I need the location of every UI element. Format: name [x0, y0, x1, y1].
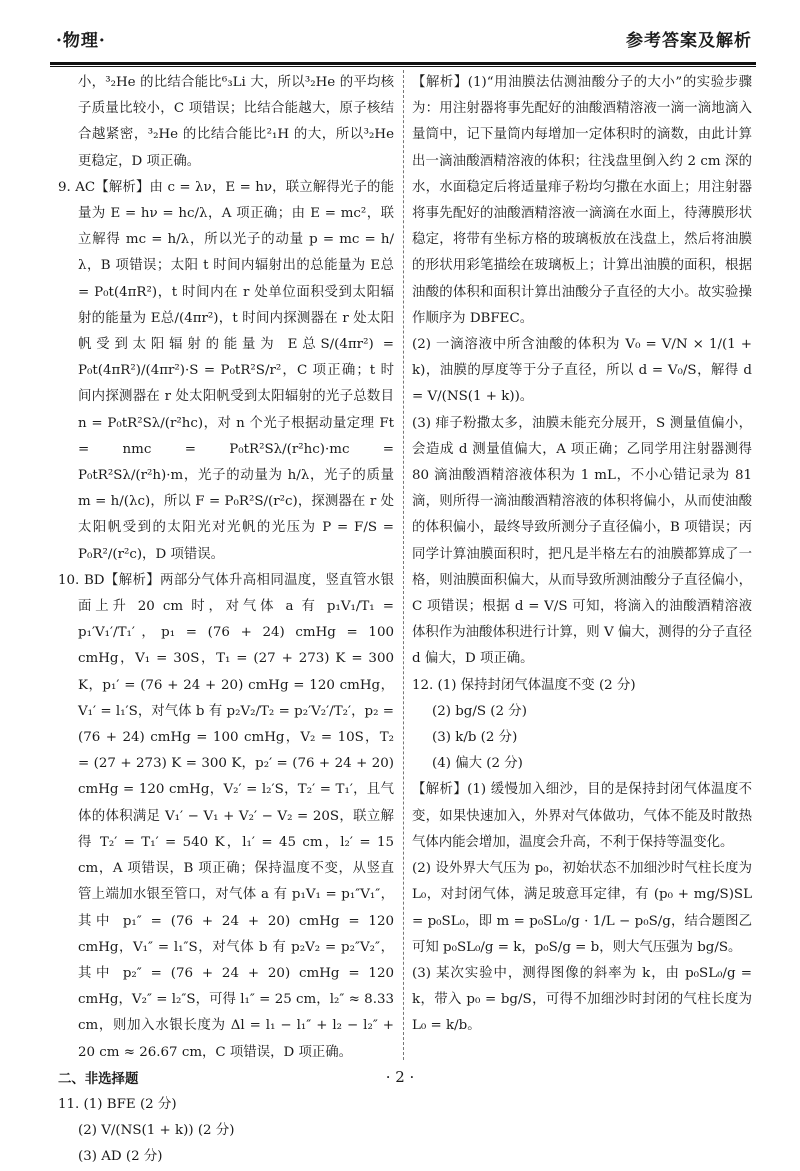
column-divider: [403, 70, 404, 1060]
header-rule: [50, 62, 756, 65]
header-rule-thin: [50, 66, 756, 67]
q12-part4: (4) 偏大 (2 分): [432, 756, 523, 772]
left-column: [58, 70, 394, 1171]
section-heading: 二、非选择题: [58, 1070, 139, 1087]
header-subject: ·物理·: [56, 31, 106, 51]
q11-part3: (3) AD (2 分): [78, 1149, 163, 1165]
q12-analysis-3: (3) 某次实验中，测得图像的斜率为 k，由 p₀SL₀/g = k，带入 p₀ = bg/S，可得不加细沙时封闭的气柱长度为 L₀ = k/b。: [412, 965, 752, 1034]
q12-part1: 12. (1) 保持封闭气体温度不变 (2 分): [412, 677, 636, 693]
q10-answer: 10. BD【解析】两部分气体升高相同温度，竖直管水银面上升 20 cm 时，对气体 a 有 p₁V₁/T₁ = p₁′V₁′/T₁′，p₁ = (76 + 24) cmHg = 100 cmHg，V₁ = 30S，T₁ = (27 + 273) K = 300 K，p₁′ = (76 + 24 + 20) cmHg = 120 cmHg，V₁′ = l₁′S，对气体 b 有 p₂V₂/T₂ = p₂′V₂′/T₂′，p₂ = (76 + 24) cmHg = 100 cmHg，V₂ = 10S，T₂ = (27 + 273) K = 300 K，p₂′ = (76 + 24 + 20) cmHg = 120 cmHg，V₂′ = l₂′S，T₂′ = T₁′，且气体的体积满足 V₁′ − V₁ + V₂′ − V₂ = 20S，联立解得 T₂′ = T₁′ = 540 K，l₁′ = 45 cm，l₂′ = 15 cm，A 项错误，B 项正确；保持温度不变，从竖直管上端加水银至管口，对气体 a 有 p₁V₁ = p₁″V₁″，其中 p₁″ = (76 + 24 + 20) cmHg = 120 cmHg，V₁″ = l₁″S，对气体 b 有 p₂V₂ = p₂″V₂″，其中 p₂″ = (76 + 24 + 20) cmHg = 120 cmHg，V₂″ = l₂″S，可得 l₁″ = 25 cm，l₂″ ≈ 8.33 cm，则加入水银长度为 Δl = l₁ − l₁″ + l₂ − l₂″ + 20 cm ≈ 26.67 cm，C 项错误，D 项正确。: [58, 572, 394, 1060]
q11-part1: 11. (1) BFE (2 分): [58, 1096, 177, 1112]
q12-part2: (2) bg/S (2 分): [432, 703, 527, 719]
header-section: 参考答案及解析: [626, 31, 752, 51]
q11-part2: (2) V/(NS(1 + k)) (2 分): [78, 1123, 235, 1139]
q12-analysis-1: 【解析】(1) 缓慢加入细沙，目的是保持封闭气体温度不变，如果快速加入，外界对气体做功，气体不能及时散热气体内能会增加，温度会升高，不利于保持等温变化。: [412, 782, 752, 850]
q8-continuation: 小，³₂He 的比结合能比⁶₃Li 大，所以³₂He 的平均核子质量比较小，C 项错误；比结合能越大，原子核结合越紧密，³₂He 的比结合能比²₁H 的大，所以³₂He 更稳定，D 项正确。: [78, 75, 394, 169]
q9-answer: 9. AC【解析】由 c = λν，E = hν，联立解得光子的能量为 E = hν = hc/λ，A 项正确；由 E = mc²，联立解得 mc = h/λ，所以光子的动量 p = mc = h/λ，B 项错误；太阳 t 时间内辐射出的总能量为 E总 = P₀t(4πR²)，t 时间内在 r 处单位面积受到太阳辐射的能量为 E总/(4πr²)，t 时间内探测器在 r 处太阳帆受到太阳辐射的能量为 E总S/(4πr²) = P₀t(4πR²)/(4πr²)·S = P₀tR²S/r²，C 项正确；t 时间内探测器在 r 处太阳帆受到太阳辐射的光子总数目 n = P₀tR²Sλ/(r²hc)，对 n 个光子根据动量定理 Ft = nmc = P₀tR²Sλ/(r²hc)·mc = P₀tR²Sλ/(r²h)·m，光子的动量为 h/λ，光子的质量 m = h/(λc)，所以 F = P₀R²S/(r²c)，探测器在 r 处太阳帆受到的太阳光对光帆的光压为 P = F/S = P₀R²/(r²c)，D 项错误。: [58, 179, 394, 562]
page-number: · 2 ·: [385, 1068, 415, 1086]
q11-analysis-1: 【解析】(1)“用油膜法估测油酸分子的大小”的实验步骤为：用注射器将事先配好的油酸酒精溶液一滴一滴地滴入量筒中，记下量筒内每增加一定体积时的滴数，由此计算出一滴油酸酒精溶液的体积；往浅盘里倒入约 2 cm 深的水，水面稳定后将适量痱子粉均匀撒在水面上；用注射器将事先配好的油酸酒精溶液一滴滴在水面上，待薄膜形状稳定，将带有坐标方格的玻璃板放在浅盘上，然后将油膜的形状用彩笔描绘在玻璃板上；计算出油膜的面积，根据油酸的体积和面积计算出油酸分子直径的大小。故实验操作顺序为 DBFEC。: [412, 75, 752, 326]
right-column: [412, 70, 752, 1040]
q12-part3: (3) k/b (2 分): [432, 730, 518, 746]
q12-analysis-2: (2) 设外界大气压为 p₀，初始状态不加细沙时气柱长度为 L₀，对封闭气体，满足玻意耳定律，有 (p₀ + mg/S)SL = p₀SL₀，即 m = p₀SL₀/g · 1/L − p₀S/g，结合题图乙可知 p₀SL₀/g = k，p₀S/g = b，则大气压强为 bg/S。: [412, 861, 752, 955]
q11-analysis-3: (3) 痱子粉撒太多，油膜未能充分展开，S 测量值偏小，会造成 d 测量值偏大，A 项正确；乙同学用注射器测得 80 滴油酸酒精溶液体积为 1 mL，不小心错记录为 81 滴，则所得一滴油酸酒精溶液的体积将偏小，从而使油酸的体积偏小，最终导致所测分子直径偏小，B 项错误；丙同学计算油膜面积时，把凡是半格左右的油膜都算成了一格，则油膜面积偏大，从而导致所测油酸分子直径偏小，C 项错误；根据 d = V/S 可知，将滴入的油酸酒精溶液体积作为油酸体积进行计算，则 V 偏大，测得的分子直径 d 偏大，D 项正确。: [412, 415, 752, 667]
q11-analysis-2: (2) 一滴溶液中所含油酸的体积为 V₀ = V/N × 1/(1 + k)，油膜的厚度等于分子直径，所以 d = V₀/S，解得 d = V/(NS(1 + k))。: [412, 337, 752, 405]
